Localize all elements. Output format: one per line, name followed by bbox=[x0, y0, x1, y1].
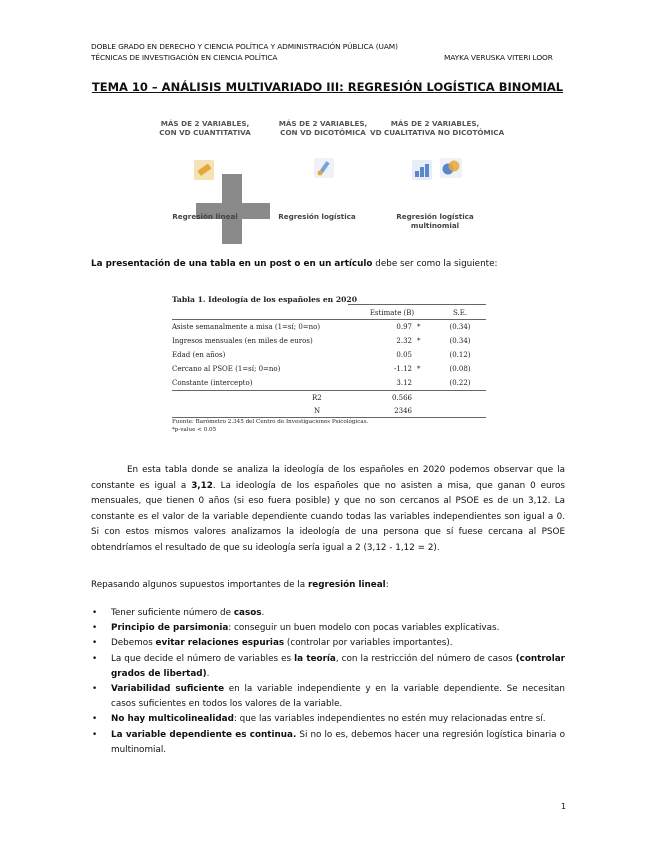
table-rule-bottom bbox=[172, 417, 486, 418]
diagram-heading-1: MÁS DE 2 VARIABLES, CON VD CUANTITATIVA bbox=[159, 119, 251, 137]
n-label: N bbox=[314, 407, 321, 415]
bar-chart-icon bbox=[412, 160, 432, 184]
n-value: 2346 bbox=[394, 407, 412, 415]
page-title: TEMA 10 – ANÁLISIS MULTIVARIADO III: REGRESIÓN LOGÍSTICA BINOMIAL bbox=[91, 80, 564, 94]
table-row-label: Cercano al PSOE (1=sí; 0=no) bbox=[172, 365, 281, 373]
table-source: Fuente: Barómetro 2.345 del Centro de Investigaciones Psicológicas. bbox=[172, 419, 369, 425]
header-author: MAYKA VERUSKA VITERI LOOR bbox=[444, 53, 553, 62]
table-row-se: (0.12) bbox=[449, 351, 471, 359]
ruler-icon bbox=[194, 160, 214, 184]
table-row-label: Edad (en años) bbox=[172, 351, 226, 359]
page-number: 1 bbox=[561, 802, 567, 811]
table-rule-top bbox=[348, 304, 486, 305]
table-row-sig: * bbox=[417, 365, 421, 373]
table-pvalue-note: *p-value < 0.05 bbox=[172, 427, 217, 433]
list-item: • Variabilidad suficiente en la variable independiente y en la variable dependiente. Se necesitan casos suficientes en todos los valores de la variable. bbox=[92, 684, 565, 710]
bullet-icon: • bbox=[92, 729, 98, 740]
intro-sentence: La presentación de una tabla en un post o en un artículo debe ser como la siguiente: bbox=[91, 259, 498, 269]
diagram-heading-3: MÁS DE 2 VARIABLES, VD CUALITATIVA NO DICOTÓMICA bbox=[370, 119, 505, 137]
bullet-icon: • bbox=[92, 608, 98, 618]
venn-icon bbox=[440, 158, 462, 182]
assumptions-list bbox=[91, 606, 565, 758]
list-item: • La que decide el número de variables es la teoría, con la restricción del número de casos (controlar grados de libertad). bbox=[92, 653, 565, 679]
list-item: • Principio de parsimonia: conseguir un buen modelo con pocas variables explicativas. bbox=[91, 621, 565, 636]
table-row-estimate: -1.12 bbox=[394, 365, 412, 373]
table-row-se: (0.22) bbox=[449, 379, 471, 387]
bullet-icon: • bbox=[92, 684, 98, 695]
review-intro: Repasando algunos supuestos importantes de la regresión lineal: bbox=[91, 580, 389, 590]
list-item: • Tener suficiente número de casos. bbox=[91, 606, 565, 621]
table-row-estimate: 2.32 bbox=[396, 337, 412, 345]
bullet-icon: • bbox=[92, 714, 98, 725]
table-row-estimate: 3.12 bbox=[396, 379, 412, 387]
method-multinomial: Regresión logística multinomial bbox=[396, 212, 474, 230]
list-item: • La variable dependiente es continua. Si no lo es, debemos hacer una regresión logística binaria o multinomial. bbox=[92, 729, 566, 755]
method-linear: Regresión lineal bbox=[172, 212, 238, 221]
table-row-se: (0.08) bbox=[449, 365, 471, 373]
header-course: TÉCNICAS DE INVESTIGACIÓN EN CIENCIA POLÍTICA bbox=[91, 53, 278, 62]
header-degree: DOBLE GRADO EN DERECHO Y CIENCIA POLÍTICA Y ADMINISTRACIÓN PÚBLICA (UAM) bbox=[91, 42, 398, 51]
table-rule-header bbox=[172, 319, 486, 320]
table-row-se: (0.34) bbox=[449, 323, 471, 331]
table-row-label: Constante (intercepto) bbox=[172, 379, 253, 387]
list-item: • Debemos evitar relaciones espurias (controlar por variables importantes). bbox=[91, 636, 565, 651]
table-row-estimate: 0.05 bbox=[396, 351, 412, 359]
list-item: • No hay multicolinealidad: que las variables independientes no estén muy relacionadas entre sí. bbox=[91, 712, 565, 727]
table-caption: Tabla 1. Ideología de los españoles en 2020 bbox=[172, 295, 357, 304]
bullet-icon: • bbox=[92, 623, 98, 634]
table-row-sig: * bbox=[417, 323, 421, 331]
table-row-label: Asiste semanalmente a misa (1=sí; 0=no) bbox=[172, 323, 321, 331]
table-row-se: (0.34) bbox=[449, 337, 471, 345]
method-logistic: Regresión logística bbox=[278, 212, 356, 221]
r2-label: R2 bbox=[312, 394, 322, 402]
dropper-icon bbox=[314, 158, 334, 182]
table-row-label: Ingresos mensuales (en miles de euros) bbox=[172, 337, 313, 345]
bullet-icon: • bbox=[92, 638, 98, 649]
table-row-sig: * bbox=[417, 337, 421, 345]
diagram-heading-2: MÁS DE 2 VARIABLES, CON VD DICOTÓMICA bbox=[278, 119, 368, 137]
table-rule-body bbox=[172, 390, 486, 391]
col-header-se: S.E. bbox=[452, 309, 468, 317]
col-header-estimate: Estimate (B) bbox=[369, 309, 415, 317]
bullet-icon: • bbox=[92, 653, 98, 664]
body-paragraph: En esta tabla donde se analiza la ideología de los españoles en 2020 podemos observar que la constante es igual a 3,12. La ideología de los españoles que no asisten a misa, que ganan 0 euros mensuales, que tienen 0 años (si eso fuera posible) y que no son cercanos al PSOE es de un 3,12. La constante es el valor de la variable dependiente cuando todas las variables independientes son igual a 0. Si con estos mismos valores analizamos la ideología de una persona que sí fuese cercana al PSOE obtendríamos el resultado de que su ideología sería igual a 2 (3,12 - 1,12 = 2). bbox=[91, 465, 565, 553]
table-row-estimate: 0.97 bbox=[396, 323, 412, 331]
r2-value: 0.566 bbox=[391, 394, 412, 402]
